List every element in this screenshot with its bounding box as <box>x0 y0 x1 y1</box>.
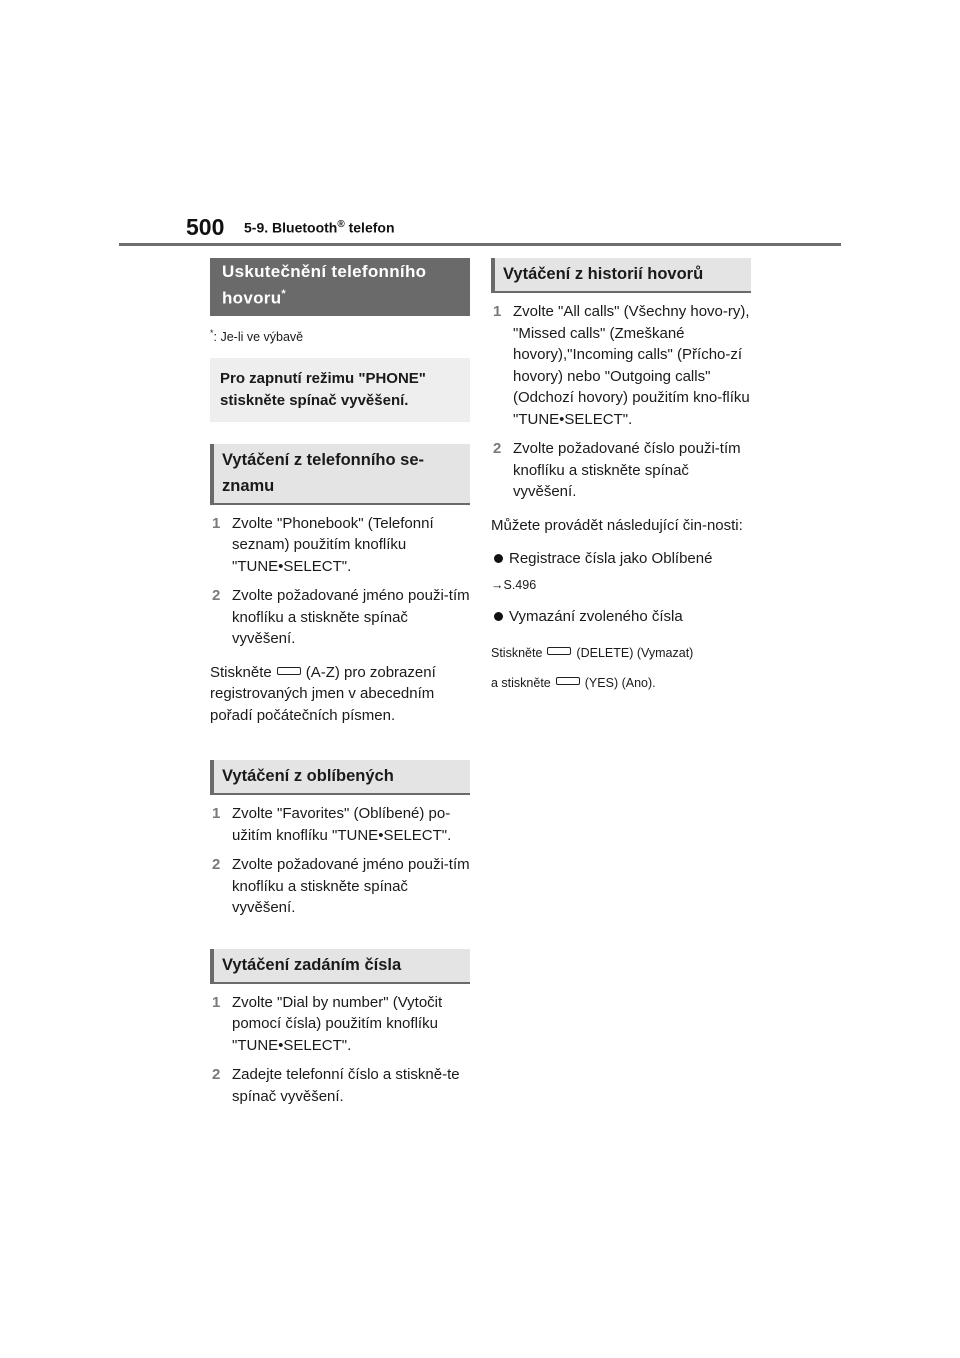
list-item <box>210 585 470 650</box>
step-number: 2 <box>212 1066 221 1084</box>
step-text: Zvolte požadované jméno použi-tím knoflíku a stiskněte spínač vyvěšení. <box>232 587 470 648</box>
bullet-delete-number: Vymazání zvoleného čísla <box>491 606 751 628</box>
section-title <box>244 219 395 236</box>
delete-text-after: (DELETE) (Vymazat) <box>576 646 694 660</box>
step-number: 2 <box>212 856 221 874</box>
footnote-mark: * <box>210 327 214 338</box>
button-icon <box>277 667 301 675</box>
step-text: Zvolte požadované jméno použi-tím knoflíku a stiskněte spínač vyvěšení. <box>232 856 470 917</box>
list-item <box>491 438 751 503</box>
step-number: 2 <box>493 440 502 457</box>
button-icon <box>556 677 580 685</box>
step-number: 1 <box>212 993 221 1011</box>
phonebook-heading: Vytáčení z telefonního se-znamu <box>210 444 470 505</box>
step-text: Zvolte požadované číslo použi-tím knoflíku a stiskněte spínač vyvěšení. <box>513 440 741 500</box>
making-call-mark: * <box>281 288 287 300</box>
step-text: Zadejte telefonní číslo a stiskně-te spínač vyvěšení. <box>232 1066 460 1105</box>
history-steps <box>491 301 751 503</box>
list-item <box>210 513 470 578</box>
favorites-steps <box>210 803 470 919</box>
registered-mark: ® <box>337 219 345 230</box>
yes-instruction <box>491 673 751 693</box>
delete-text-before: Stiskněte <box>491 646 543 660</box>
button-icon <box>547 647 571 655</box>
dial-number-steps <box>210 992 470 1108</box>
step-number: 2 <box>212 587 221 605</box>
footnote <box>210 328 470 344</box>
page-number: 500 <box>186 214 225 240</box>
list-item <box>491 301 751 430</box>
yes-text-before: a stiskněte <box>491 676 551 690</box>
making-call-title: Uskutečnění telefonního hovoru <box>222 262 427 308</box>
header-rule <box>119 243 841 246</box>
footnote-text: : Je-li ve výbavě <box>213 329 304 344</box>
section-suffix: telefon <box>344 219 395 236</box>
yes-text-after: (YES) (Ano). <box>584 676 656 690</box>
note-text-after: (A-Z) pro zobrazení registrovaných jmen v abecedním pořadí počátečních písmen. <box>210 663 436 724</box>
right-column <box>491 258 751 703</box>
list-item <box>210 992 470 1057</box>
operations-intro: Můžete provádět následující čin-nosti: <box>491 516 743 534</box>
history-heading: Vytáčení z historií hovorů <box>491 258 751 293</box>
step-number: 1 <box>493 303 502 320</box>
step-text: Zvolte "All calls" (Všechny hovo-ry), "Missed calls" (Zmeškané hovory),"Incoming calls" (Přícho-zí hovory) nebo "Outgoing calls" (Odchozí hovory) použitím kno-flíku "TUNE•SELECT". <box>513 303 750 428</box>
phonebook-steps <box>210 513 470 650</box>
step-number: 1 <box>212 514 221 532</box>
list-item <box>210 1064 470 1107</box>
favorites-heading: Vytáčení z oblíbených <box>210 760 470 795</box>
delete-instruction <box>491 643 751 663</box>
step-text: Zvolte "Favorites" (Oblíbené) po-užitím knoflíku "TUNE•SELECT". <box>232 805 452 844</box>
page-reference: →S.496 <box>491 577 537 592</box>
dial-number-heading: Vytáčení zadáním čísla <box>210 949 470 984</box>
step-text: Zvolte "Phonebook" (Telefonní seznam) použitím knoflíku "TUNE•SELECT". <box>232 514 434 575</box>
list-item <box>210 854 470 919</box>
bullet-register-favorite: Registrace čísla jako Oblíbené <box>491 548 751 570</box>
step-text: Zvolte "Dial by number" (Vytočit pomocí čísla) použitím knoflíku "TUNE•SELECT". <box>232 993 443 1054</box>
section-prefix: 5-9. Bluetooth <box>244 219 338 236</box>
list-item <box>210 803 470 846</box>
left-column <box>210 258 470 1115</box>
phonebook-note <box>210 662 470 727</box>
step-number: 1 <box>212 805 221 823</box>
note-text-before: Stiskněte <box>210 663 272 681</box>
phone-mode-info: Pro zapnutí režimu "PHONE" stiskněte spínač vyvěšení. <box>210 358 470 422</box>
making-call-heading <box>210 258 470 316</box>
